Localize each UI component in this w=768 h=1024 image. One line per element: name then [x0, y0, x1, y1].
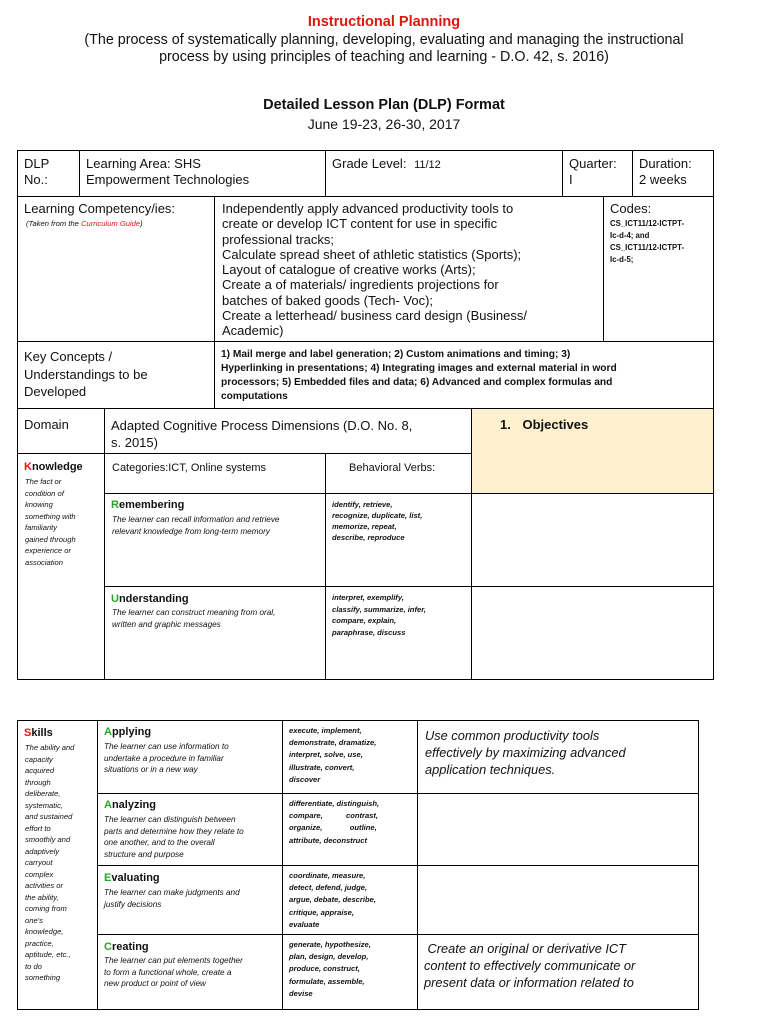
- cell-analyzing-verbs: [282, 793, 418, 866]
- subtitle-line-1: (The process of systematically planning, developing, evaluating and managing the instructional: [84, 32, 684, 48]
- competency-note: (Taken from the Curriculum Guide): [26, 219, 143, 228]
- cell-applying-verbs: [282, 720, 418, 794]
- cell-creating-objective: [417, 934, 699, 1010]
- process-dims-text: Adapted Cognitive Process Dimensions (D.O. No. 8, s. 2015): [111, 418, 413, 450]
- understanding-verbs: interpret, exemplify, classify, summarize, infer, compare, explain, paraphrase, discuss: [332, 593, 426, 637]
- competency-label: Learning Competency/ies:: [24, 201, 176, 216]
- evaluating-label: Evaluating: [104, 872, 160, 884]
- understanding-label: Understanding: [111, 593, 189, 605]
- creating-objective: Create an original or derivative ICT content to effectively communicate or present data or information related to: [424, 941, 636, 990]
- objectives-label: Objectives: [522, 417, 589, 432]
- duration-text: Duration: 2 weeks: [639, 156, 692, 187]
- behavioral-verbs-label: Behavioral Verbs:: [349, 462, 436, 474]
- categories-text: Categories:ICT, Online systems: [112, 462, 267, 474]
- format-title: Detailed Lesson Plan (DLP) Format: [263, 97, 505, 113]
- cell-creating-verbs: [282, 934, 418, 1010]
- cell-remembering-verbs: [325, 493, 472, 587]
- cell-dlp-no: [17, 150, 80, 197]
- key-concepts-text: 1) Mail merge and label generation; 2) Custom animations and timing; 3) Hyperlinking in presentations; 4) Integrating images and external material in word processors; 5) Embedded files and data; 6) Advanced and complex formulas and computations: [221, 349, 617, 402]
- applying-desc: The learner can use information to undertake a procedure in familiar situations or in a new way: [104, 742, 229, 774]
- creating-verbs: generate, hypothesize, plan, design, develop, produce, construct, formulate, assemble, devise: [289, 940, 371, 998]
- cell-domain: [17, 408, 105, 454]
- skills-label: Skills: [24, 727, 53, 739]
- cell-understanding: [104, 586, 326, 680]
- subtitle-line-2: process by using principles of teaching and learning - D.O. 42, s. 2016): [159, 49, 609, 65]
- grade-level-value: 11/12: [414, 159, 441, 171]
- cell-applying-objective: [417, 720, 699, 794]
- cell-skills: [17, 720, 98, 1010]
- skills-desc: The ability and capacity acquired through deliberate, systematic, and sustained effort to smoothly and adaptively carryout complex activities or the ability, coming from one's knowledge, practice, aptitude, etc., to do something: [25, 743, 75, 982]
- remembering-label: Remembering: [111, 499, 185, 511]
- creating-desc: The learner can put elements together to form a functional whole, create a new product or point of view: [104, 956, 243, 988]
- analyzing-label: Analyzing: [104, 799, 156, 811]
- domain-label: Domain: [24, 417, 69, 432]
- cell-remembering: [104, 493, 326, 587]
- cell-competency-label: [17, 196, 215, 342]
- cell-analyzing-objective: [417, 793, 699, 866]
- applying-objective: Use common productivity tools effectively by maximizing advanced application techniques.: [425, 728, 626, 777]
- applying-label: Applying: [104, 726, 152, 738]
- cell-categories: [104, 453, 326, 494]
- remembering-verbs: identify, retrieve, recognize, duplicate, list, memorize, repeat, describe, reproduce: [332, 500, 423, 542]
- key-concepts-label: Key Concepts / Understandings to be Developed: [24, 349, 148, 399]
- cell-learning-area: [79, 150, 326, 197]
- knowledge-label: Knowledge: [24, 461, 83, 473]
- analyzing-verbs: differentiate, distinguish, compare, contrast, organize, outline, attribute, deconstruct: [289, 799, 380, 845]
- cell-duration: [632, 150, 714, 197]
- codes-text: CS_ICT11/12-ICTPT- Ic-d-4; and CS_ICT11/12-ICTPT- Ic-d-5;: [610, 219, 685, 264]
- objectives-num: 1.: [500, 417, 511, 432]
- codes-label: Codes:: [610, 201, 652, 216]
- cell-remembering-objective: [471, 493, 714, 587]
- cell-applying: [97, 720, 283, 794]
- cell-key-concepts-label: [17, 341, 215, 409]
- cell-evaluating-verbs: [282, 865, 418, 935]
- cell-codes: [603, 196, 714, 342]
- cell-analyzing: [97, 793, 283, 866]
- cell-grade-level: [325, 150, 563, 197]
- cell-evaluating: [97, 865, 283, 935]
- cell-creating: [97, 934, 283, 1010]
- cell-behavioral-verbs: [325, 453, 472, 494]
- page-title: Instructional Planning: [307, 14, 461, 30]
- evaluating-verbs: coordinate, measure, detect, defend, judge, argue, debate, describe, critique, appraise, evaluate: [289, 871, 376, 929]
- page-subtitle: [40, 32, 728, 66]
- cell-knowledge: [17, 453, 105, 680]
- cell-quarter: [562, 150, 633, 197]
- quarter-text: Quarter: I: [569, 156, 617, 187]
- applying-verbs: execute, implement, demonstrate, dramatize, interpret, solve, use, illustrate, convert, discover: [289, 726, 377, 784]
- remembering-desc: The learner can recall information and retrieve relevant knowledge from long-term memory: [112, 515, 280, 536]
- understanding-desc: The learner can construct meaning from oral, written and graphic messages: [112, 608, 276, 629]
- analyzing-desc: The learner can distinguish between parts and determine how they relate to one another, and to the overall structure and purpose: [104, 815, 244, 859]
- cell-competency-text: [214, 196, 604, 342]
- format-dates: June 19-23, 26-30, 2017: [307, 116, 461, 132]
- grade-level-label: Grade Level:: [332, 156, 407, 171]
- dlp-no-label: DLP No.:: [24, 156, 50, 187]
- knowledge-desc: The fact or condition of knowing something with familiarity gained through experience or association: [25, 477, 76, 567]
- evaluating-desc: The learner can make judgments and justify decisions: [104, 888, 240, 909]
- cell-objectives: [471, 408, 714, 494]
- curriculum-guide-link: Curriculum Guide: [81, 219, 141, 228]
- creating-label: Creating: [104, 941, 149, 953]
- cell-understanding-verbs: [325, 586, 472, 680]
- cell-understanding-objective: [471, 586, 714, 680]
- cell-key-concepts-text: [214, 341, 714, 409]
- cell-process-dims: [104, 408, 472, 454]
- objectives-heading: [500, 417, 588, 433]
- cell-evaluating-objective: [417, 865, 699, 935]
- competency-text: Independently apply advanced productivity tools to create or develop ICT content for use in specific professional tracks; Calculate spread sheet of athletic statistics (Sports); Layout of catalogue of creative works (Arts); Create a of materials/ ingredients projections for batches of baked goods (Tech- Voc); Create a letterhead/ business card design (Business/ Academic): [222, 201, 527, 339]
- learning-area-text: Learning Area: SHS Empowerment Technologies: [86, 156, 250, 187]
